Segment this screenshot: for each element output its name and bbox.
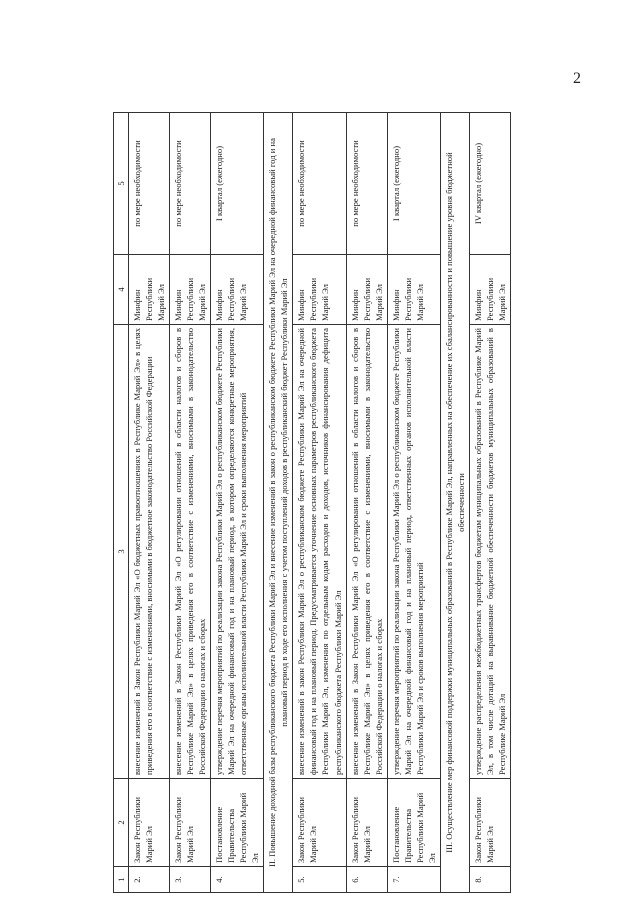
executor-cell: Минфин Республики Марий Эл: [293, 255, 346, 325]
executor-cell: Минфин Республики Марий Эл: [129, 255, 170, 325]
executor-cell: Минфин Республики Марий Эл: [387, 255, 440, 325]
document-type-cell: Закон Республики Марий Эл: [170, 779, 211, 867]
column-number-header: 1: [114, 867, 129, 893]
rotated-page-content: [113, 113, 553, 893]
section-heading-row: [264, 113, 293, 893]
document-type-cell: Постановление Правительства Республики Марий Эл: [387, 779, 440, 867]
column-number-header: 5: [114, 113, 129, 255]
plan-table-body: [114, 113, 511, 893]
deadline-cell: IV квартал (ежегодно): [469, 113, 510, 255]
column-number-header: 4: [114, 255, 129, 325]
section-heading: III. Осуществление мер финансовой поддержки муниципальных образований в Республике Марий Эл, направленных на обеспечение их сбалансированности и повышение уровня бюджетной обеспеченности: [440, 113, 469, 893]
deadline-cell: I квартал (ежегодно): [211, 113, 264, 255]
document-type-cell: Закон Республики Марий Эл: [469, 779, 510, 867]
column-number-header: 3: [114, 325, 129, 779]
column-number-header: 2: [114, 779, 129, 867]
deadline-cell: по мере необходимости: [129, 113, 170, 255]
plan-row: [293, 113, 346, 893]
row-number: 7.: [387, 867, 440, 893]
section-heading-row: [440, 113, 469, 893]
deadline-cell: по мере необходимости: [346, 113, 387, 255]
measure-content-cell: внесение изменений в Закон Республики Марий Эл «О регулировании отношений в области налогов и сборов в Республике Марий Эл» в целях приведения его в соответствие с изменениями, вносимыми в законодательство Российской Федерации о налогах и сборах: [346, 325, 387, 779]
measure-content-cell: утверждение распределения межбюджетных трансфертов бюджетам муниципальных образований в Республике Марий Эл, в том числе дотаций на выравнивание бюджетной обеспеченности бюджетов муниципальных образований в Республике Марий Эл: [469, 325, 510, 779]
plan-row: [346, 113, 387, 893]
row-number: 8.: [469, 867, 510, 893]
row-number: 2.: [129, 867, 170, 893]
executor-cell: Минфин Республики Марий Эл: [170, 255, 211, 325]
executor-cell: Минфин Республики Марий Эл: [346, 255, 387, 325]
document-type-cell: Закон Республики Марий Эл: [129, 779, 170, 867]
page-number: 2: [573, 70, 581, 87]
measure-content-cell: внесение изменений в закон Республики Марий Эл о республиканском бюджете Республики Марий Эл на очередной финансовый год и на плановый период. Предусматривается уточнение основных параметров республиканского бюджета Республики Марий Эл, изменения по отдельным кодам расходов и доходов, источников финансирования дефицита республиканского бюджета Республики Марий Эл: [293, 325, 346, 779]
row-number: 5.: [293, 867, 346, 893]
executor-cell: Минфин Республики Марий Эл: [211, 255, 264, 325]
deadline-cell: I квартал (ежегодно): [387, 113, 440, 255]
measure-content-cell: утверждение перечня мероприятий по реализации закона Республики Марий Эл о республиканском бюджете Республики Марий Эл на очередной финансовый год и на плановый период, в котором определяются конкретные мероприятия, ответственные органы исполнительной власти Республики Марий Эл и сроки выполнения мероприятий: [211, 325, 264, 779]
section-heading: II. Повышение доходной базы республиканского бюджета Республики Марий Эл и внесение изменений в закон о республиканском бюджете Республики Марий Эл на очередной финансовый год и на плановый период в ходе его исполнения с учетом поступлений доходов в республиканский бюджет Республики Марий Эл: [264, 113, 293, 893]
deadline-cell: по мере необходимости: [293, 113, 346, 255]
document-type-cell: Закон Республики Марий Эл: [293, 779, 346, 867]
executor-cell: Минфин Республики Марий Эл: [469, 255, 510, 325]
row-number: 3.: [170, 867, 211, 893]
measure-content-cell: внесение изменений в Закон Республики Марий Эл «О регулировании отношений в области налогов и сборов в Республике Марий Эл» в целях приведения его в соответствие с изменениями, вносимыми в законодательство Российской Федерации о налогах и сборах: [170, 325, 211, 779]
plan-row: [387, 113, 440, 893]
measure-content-cell: внесение изменений в Закон Республики Марий Эл «О бюджетных правоотношениях в Республике Марий Эл» в целях приведения его в соответствие с изменениями, вносимыми в бюджетное законодательство Российской Федерации: [129, 325, 170, 779]
document-type-cell: Закон Республики Марий Эл: [346, 779, 387, 867]
row-number: 4.: [211, 867, 264, 893]
action-plan-table: [113, 112, 511, 893]
measure-content-cell: утверждение перечня мероприятий по реализации закона Республики Марий Эл о республиканском бюджете Республики Марий Эл на очередной финансовый год и на плановый период, ответственных органов исполнительной власти Республики Марий Эл и сроков выполнения мероприятий: [387, 325, 440, 779]
document-type-cell: Постановление Правительства Республики Марий Эл: [211, 779, 264, 867]
plan-row: [170, 113, 211, 893]
column-number-row: [114, 113, 129, 893]
plan-row: [129, 113, 170, 893]
deadline-cell: по мере необходимости: [170, 113, 211, 255]
plan-row: [469, 113, 510, 893]
row-number: 6.: [346, 867, 387, 893]
plan-row: [211, 113, 264, 893]
